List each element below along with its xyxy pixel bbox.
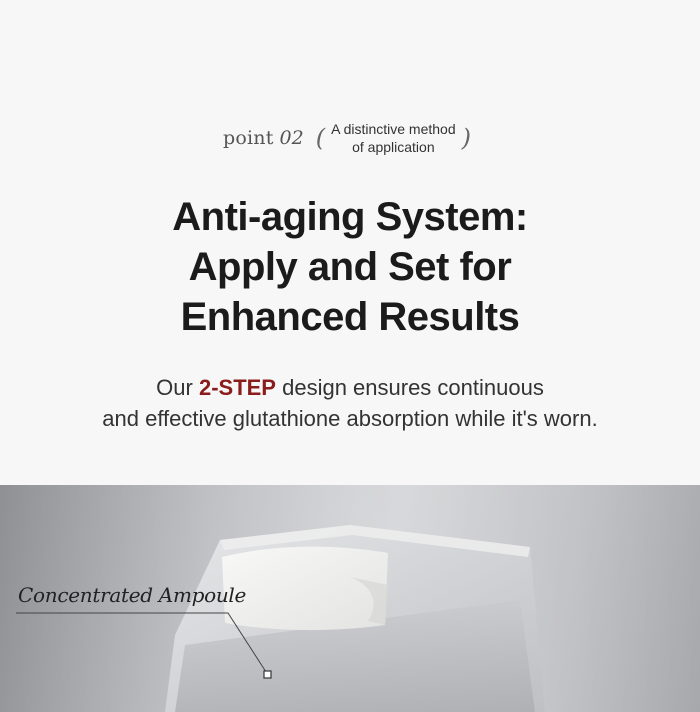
point-label: point: [222, 127, 274, 149]
callout-marker: [264, 671, 271, 678]
headline-line-3: Enhanced Results: [180, 295, 520, 339]
headline-line-1: Anti-aging System:: [172, 195, 528, 239]
method-caption: [331, 120, 456, 156]
body-line-1: [0, 372, 700, 403]
body-line-2: and effective glutathione absorption while it's worn.: [102, 406, 598, 431]
body-prefix: Our: [156, 375, 199, 400]
method-line-1: A distinctive method: [331, 121, 456, 137]
headline-line-2: Apply and Set for: [188, 245, 512, 289]
body-line-1-rest: design ensures continuous: [275, 375, 544, 400]
method-line-2: of application: [352, 139, 435, 155]
product-photo: [0, 485, 700, 712]
two-step-highlight: 2-STEP: [198, 375, 276, 400]
headline: [0, 192, 700, 342]
paren-open: (: [315, 124, 326, 152]
point-number: 02: [279, 127, 304, 149]
eyebrow: [0, 120, 700, 156]
ampoule-pad: [222, 547, 388, 630]
paren-close: ): [461, 124, 471, 152]
concentrated-ampoule-label: Concentrated Ampoule: [18, 583, 247, 607]
body-copy: [0, 372, 700, 434]
eyebrow-row: [223, 120, 477, 156]
